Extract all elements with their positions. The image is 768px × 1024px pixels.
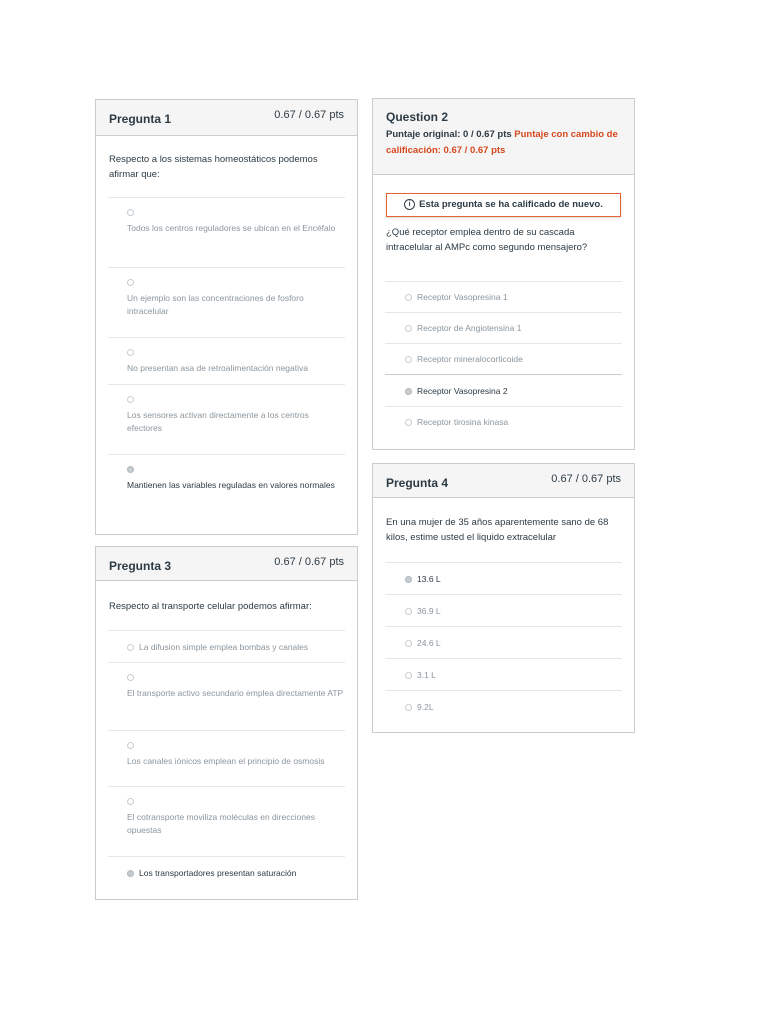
answer-text: No presentan asa de retroalimentación negativa	[127, 363, 308, 373]
answer-text: Todos los centros reguladores se ubican en el Encéfalo	[127, 223, 336, 233]
answer-text: 36.9 L	[417, 606, 441, 616]
radio-button[interactable]	[127, 674, 134, 681]
answer-text: Los canales iónicos emplean el principio de osmosis	[127, 756, 325, 766]
radio-button[interactable]	[405, 608, 412, 615]
radio-button[interactable]	[405, 640, 412, 647]
radio-button[interactable]	[127, 279, 134, 286]
answer-option[interactable]	[385, 343, 622, 374]
answer-option[interactable]	[108, 730, 345, 786]
regrade-notice	[386, 193, 621, 217]
answer-text: Receptor Vasopresina 1	[417, 292, 508, 302]
radio-button-selected[interactable]	[405, 576, 412, 583]
question-text: En una mujer de 35 años aparentemente sano de 68 kilos, estime usted el liquido extracelular	[386, 517, 609, 543]
info-icon: i	[404, 199, 415, 210]
question-title: Pregunta 3	[109, 559, 172, 573]
question-title: Pregunta 1	[109, 112, 172, 126]
answer-option-selected[interactable]	[108, 454, 345, 524]
answer-option[interactable]	[385, 406, 622, 437]
question-header	[96, 100, 357, 136]
question-text: ¿Qué receptor emplea dentro de su cascada intracelular al AMPc como segundo mensajero?	[386, 227, 588, 253]
radio-button[interactable]	[127, 349, 134, 356]
radio-button[interactable]	[405, 704, 412, 711]
answer-option[interactable]	[108, 197, 345, 267]
radio-button[interactable]	[405, 325, 412, 332]
original-score: Puntaje original: 0 / 0.67 pts	[386, 129, 512, 140]
answer-text: Receptor de Angiotensina 1	[417, 323, 522, 333]
question-card-3	[95, 546, 358, 900]
regrade-summary	[386, 127, 626, 159]
question-card-2	[372, 98, 635, 450]
answer-option[interactable]	[108, 337, 345, 384]
radio-button-selected[interactable]	[127, 466, 134, 473]
radio-button[interactable]	[127, 644, 134, 651]
radio-button-selected[interactable]	[405, 388, 412, 395]
radio-button[interactable]	[127, 798, 134, 805]
question-points: 0.67 / 0.67 pts	[274, 109, 344, 121]
question-card-4	[372, 463, 635, 733]
answer-option[interactable]	[385, 281, 622, 312]
answer-text: El transporte activo secundario emplea directamente ATP	[127, 688, 344, 698]
answer-text: El cotransporte moviliza moléculas en direcciones opuestas	[127, 812, 316, 835]
answer-option-selected[interactable]	[108, 856, 345, 888]
question-text: Respecto al transporte celular podemos afirmar:	[109, 601, 312, 612]
answer-text: 13.6 L	[417, 574, 441, 584]
answer-option[interactable]	[108, 267, 345, 337]
answer-text: Receptor mineralocorticoide	[417, 354, 523, 364]
radio-button[interactable]	[405, 356, 412, 363]
answer-text: La difusion simple emplea bombas y canales	[139, 642, 309, 652]
radio-button[interactable]	[127, 209, 134, 216]
answer-option[interactable]	[108, 662, 345, 730]
answer-text: Mantienen las variables reguladas en valores normales	[127, 480, 335, 490]
answer-option[interactable]	[385, 594, 622, 626]
answer-text: Los sensores activan directamente a los centros efectores	[127, 410, 309, 433]
radio-button[interactable]	[405, 419, 412, 426]
question-header	[96, 547, 357, 581]
question-title: Pregunta 4	[386, 476, 449, 490]
radio-button[interactable]	[405, 294, 412, 301]
answer-option-selected[interactable]	[385, 562, 622, 594]
question-points: 0.67 / 0.67 pts	[274, 556, 344, 568]
answer-text: Los transportadores presentan saturación	[139, 868, 297, 878]
question-title: Question 2	[386, 110, 449, 124]
question-header	[373, 464, 634, 498]
answer-option[interactable]	[385, 690, 622, 722]
radio-button-selected[interactable]	[127, 870, 134, 877]
answer-option[interactable]	[385, 626, 622, 658]
regrade-score: Puntaje con cambio de calificación: 0.67 / 0.67 pts	[386, 129, 618, 156]
radio-button[interactable]	[405, 672, 412, 679]
question-text: Respecto a los sistemas homeostáticos podemos afirmar que:	[109, 154, 318, 180]
answer-text: Receptor tirosina kinasa	[417, 417, 509, 427]
answer-text: 24.6 L	[417, 638, 441, 648]
answer-text: 9.2L	[417, 702, 434, 712]
answer-option[interactable]	[108, 630, 345, 662]
answer-text: 3.1 L	[417, 670, 436, 680]
answer-text: Receptor Vasopresina 2	[417, 386, 508, 396]
notice-text: Esta pregunta se ha calificado de nuevo.	[419, 199, 603, 210]
answer-text: Un ejemplo son las concentraciones de fosforo intracelular	[127, 293, 304, 316]
question-points: 0.67 / 0.67 pts	[551, 473, 621, 485]
answer-option[interactable]	[385, 658, 622, 690]
answer-option-selected[interactable]	[385, 374, 622, 406]
radio-button[interactable]	[127, 396, 134, 403]
answer-option[interactable]	[108, 786, 345, 856]
question-header	[373, 99, 634, 175]
answer-option[interactable]	[108, 384, 345, 454]
question-card-1	[95, 99, 358, 535]
answer-option[interactable]	[385, 312, 622, 343]
radio-button[interactable]	[127, 742, 134, 749]
